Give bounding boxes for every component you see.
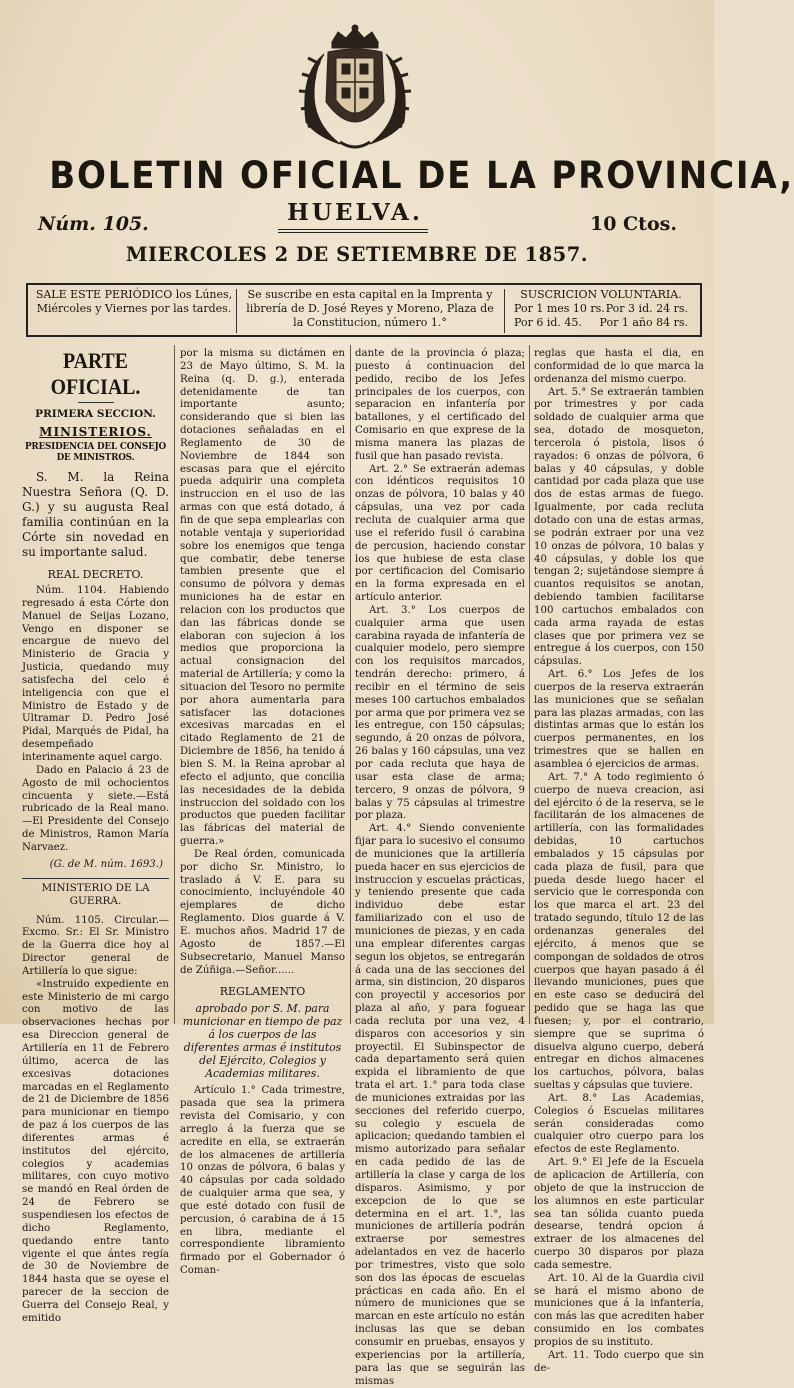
section-heading-parte-oficial: PARTE OFICIAL. [50,348,141,399]
heading-reglamento: REGLAMENTO [219,985,306,999]
paragraph: Art. 3.° Los cuerpos de cualquier arma que usen carabina rayada de infantería de cualquier modelo, pero siempre con los requisitos marcados, tendrán derecho: primero, á recibir en el término de seis meses 100 cartuchos embalados por arma que por primera vez se les entregue, con 150 cápsulas; segundo, á 20 onzas de pólvora, 26 balas y 160 cápsulas, una vez por cada recluta que haya de usar esta clase de arma; tercero, 9 onzas de pólvora, 9 balas y 75 cápsulas al trimestre por plaza. [355,604,525,822]
heading-ministerio-guerra: MINISTERIO DE LA GUERRA. [22,878,169,908]
column-4 [534,348,704,1376]
rate-row [506,316,696,330]
paragraph: Núm. 1104. Habiendo regresado á esta Córte don Manuel de Seijas Lozano, Vengo en disponer se encargue de nuevo del Ministerio de Gracia y Justicia, quedando muy satisfecha del celo é inteligencia con que el Ministro de Estado y de Ultramar D. Pedro José Pidal, Marqués de Pidal, ha desempeñado interinamente aquel cargo. [22,585,169,763]
section-heading-presidencia: PRESIDENCIA DEL CONSEJO DE MINISTROS. [24,442,167,463]
royal-health-notice: S. M. la Reina Nuestra Señora (Q. D. G.) y su augusta Real familia continúan en la Córte sin novedad en su importante salud. [22,470,169,559]
paragraph: Art. 4.° Siendo conveniente fijar para lo sucesivo el consumo de municiones que la artillería pueda hacer en sus ejercicios de instruccion y escuelas prácticas, y teniendo presente que cada individuo debe estar familiarizado con el uso de municiones de piezas, y en cada una emplear diferentes cargas segun los objetos, se entregarán á cada una de las secciones del arma, sin distincion, 20 disparos con proyectil y accesorios por plaza al año, y para foguear cada recluta por una vez, 4 disparos con accesorios y sin proyectil. El Subinspector de cada departamento será quien expida el libramiento de que trata el art. 1.° para toda clase de municiones extraidas por las secciones del referido cuerpo, su colegio y escuela de aplicacion; quedando tambien el mismo autorizado para señalar en cada pedido de las de artillería la clase y carga de los disparos. Asimismo, y por excepcion de lo que se determina en el art. 1.°, las municiones de artillería podrán extraerse por semestres adelantados en vez de hacerlo por trimestres, visto que solo son dos las épocas de escuelas prácticas en cada año. En el número de municiones que se marcan en este artículo no están inclusas las que se deban consumir en pruebas, ensayos y experiencias por la artillería, para las que se seguirán las mismas [355,823,525,1387]
voluntary-subscription [506,288,696,330]
paragraph: reglas que hasta el dia, en conformidad de lo que marca la ordenanza del mismo cuerpo. [534,348,704,385]
column-rule [350,345,351,1024]
rate-item: Por 3 id. 24 rs. [605,302,688,315]
paragraph: Art. 2.° Se extraerán ademas con idénticos requisitos 10 onzas de pólvora, 10 balas y 40 cápsulas, una vez por cada recluta de cualquier arma que use el referido fusil ó carabina de percusion, haciendo constar los que hubiese de esta clase por certificacion del Comisario en la forma expresada en el artículo anterior. [355,463,525,604]
paragraph: Dado en Palacio á 23 de Agosto de mil ochocientos cincuenta y siete.—Está rubricado de la Real mano.—El Presidente del Consejo de Ministros, Ramon María Narvaez. [22,764,169,853]
paragraph: Art. 11. Todo cuerpo que sin de- [534,1349,704,1374]
paragraph: «Instruido expediente en este Ministerio de mi cargo con motivo de las observaciones hechas por esa Direccion general de Artillería en 11 de Febrero último, acerca de las excesivas dotaciones marcadas en el Reglamento de 21 de Diciembre de 1856 para municionar en tiempo de paz á los cuerpos de las diferentes armas é institutos del ejército, colegios y academias militares, con cuyo motivo se mandó en Real órden de 24 de Febrero se suspendiesen los efectos de dicho Reglamento, quedando entre tanto vigente el que ántes regía de 30 de Noviembre de 1844 hasta que se oyese el parecer de la seccion de Guerra del Consejo Real, y emitido [22,978,169,1324]
paragraph: Art. 8.° Las Academias, Colegios ó Escuelas militares serán consideradas como cualquier otro cuerpo para los efectos de este Reglamento. [534,1092,704,1156]
issue-price: 10 Ctos. [590,213,677,235]
paragraph: Art. 5.° Se extraerán tambien por trimestres y por cada soldado de cualquier arma que sea, dotado de mosqueton, tercerola ó pistola, lisos ó rayados: 6 onzas de pólvora, 6 balas y 40 cápsulas, y doble cantidad por cada plaza que use dos de estas armas de fuego. Igualmente, por cada recluta dotado con una de estas armas, se podrán extraer por una vez 10 onzas de pólvora, 10 balas y 40 cápsulas, y doble los que tengan 2; sujetándose siempre á cuantos requisitos se anotan, debiendo tambien facilitarse 100 cartuchos embalados con cada arma rayada de estas clases que por primera vez se entregue á los cuerpos, con 150 cápsulas. [534,386,704,668]
paragraph: Artículo 1.° Cada trimestre, pasada que sea la primera revista del Comisario, y con arreglo á la fuerza que se acredite en ella, se extraerán de los almacenes de artillería 10 onzas de pólvora, 6 balas y 40 cápsulas por cada soldado de cualquier arma que sea, y que esté dotado con fusil de percusion, ó carabina de á 15 en libra, mediante el correspondiente libramiento firmado por el Gobernador ó Coman- [180,1085,345,1277]
column-rule [174,345,175,1024]
coat-of-arms-emblem [280,24,430,156]
paragraph: Art. 9.° El Jefe de la Escuela de aplicacion de Artillería, con objeto de que la instruccion de los alumnos en este particular sea tan sólida cuanto pueda desearse, tendrá opcion á extraer de los almacenes del cuerpo 30 disparos por plaza cada semestre. [534,1157,704,1271]
periodicity-text: SALE ESTE PERIÓDICO los Lúnes, Miércoles y Viernes por las tardes. [35,288,233,315]
gazette-reference: (G. de M. núm. 1693.) [49,858,163,870]
paragraph: por la misma su dictámen en 23 de Mayo último, S. M. la Reina (q. D. g.), enterada detenidamente de tan importante asunto; considerando que si bien las dotaciones señaladas en el Reglamento de 30 de Noviembre de 1844 son escasas para que el ejército pueda adquirir una completa instruccion en el uso de las armas con que está dotado, á fin de que sepa emplearlas con notable ventaja y superioridad sobre los enemigos que tenga que combatir, debe tenerse tambien presente que el consumo de pólvora y demas municiones ha de estar en relacion con los productos que dan las fábricas donde se elaboran con sujecion á los medios que proporciona la actual consignacion del material de Artillería; y como la situacion del Tesoro no permite por ahora aumentarla para satisfacer las dotaciones excesivas marcadas en el citado Reglamento de 21 de Diciembre de 1856, ha tenido á bien S. M. la Reina aprobar al efecto el adjunto, que concilia las necesidades de la debida instruccion del soldado con los productos que pueden facilitar las fábricas del material de guerra.» [180,348,345,848]
column-rule [529,345,530,1024]
paragraph: De Real órden, comunicada por dicho Sr. Ministro, lo traslado á V. E. para su conocimiento, incluyéndole 40 ejemplares de dicho Reglamento. Dios guarde á V. E. muchos años. Madrid 17 de Agosto de 1857.—El Subsecretario, Manuel Manso de Zúñiga.—Señor...... [180,848,345,976]
city-underline [278,229,428,233]
paragraph: Núm. 1105. Circular.—Excmo. Sr.: El Sr. Ministro de la Guerra dice hoy al Director general de Artillería lo que sigue: [22,914,169,977]
city-name: HUELVA. [287,199,423,226]
rate-item: Por 1 mes 10 rs. [514,302,605,315]
column-3 [355,348,525,1388]
heading-rule [78,402,114,403]
paragraph: Art. 10. Al de la Guardia civil se hará el mismo abono de municiones que á la infantería, con más las que acrediten haber consumido en los combates propios de su instituto. [534,1272,704,1348]
paragraph: Art. 7.° A todo regimiento ó cuerpo de nueva creacion, asi del ejército ó de la reserva, se le facilitarán de los almacenes de artillería, con las formalidades debidas, 10 cartuchos embalados y 15 cápsulas por cada plaza de fusil, para que pueda desde luego hacer el servicio que le corresponda con los que marca el art. 23 del tratado segundo, título 12 de las ordenanzas generales del ejército, á menos que se compongan de soldados de otros cuerpos que hayan pasado á él llevando municiones, pues que en este caso se deducirá del pedido que se haga las que fuesen; y, por el contrario, siempre que se suprima ó disuelva alguno cuerpo, deberá entregar en dichos almacenes los cartuchos, pólvora, balas sueltas y cápsulas que tuviere. [534,771,704,1092]
column-2 [180,348,345,1278]
issue-date: MIERCOLES 2 DE SETIEMBRE DE 1857. [125,243,589,266]
voluntary-title: SUSCRICION VOLUNTARIA. [520,288,682,301]
rate-item: Por 1 año 84 rs. [599,316,688,329]
heading-real-decreto: REAL DECRETO. [47,568,144,581]
info-divider [504,289,505,333]
rate-row [506,302,696,316]
column-1 [22,348,169,1326]
reglamento-subtitle: aprobado por S. M. para municionar en tiempo de paz á los cuerpos de las diferentes armas é institutos del Ejército, Colegios y Academias militares. [182,1002,343,1081]
section-heading-primera: PRIMERA SECCION. [35,408,156,420]
newspaper-title: BOLETIN OFICIAL DE LA PROVINCIA, [49,154,794,197]
info-divider [236,289,237,333]
issue-number: Núm. 105. [38,213,149,235]
paragraph: Art. 6.° Los Jefes de los cuerpos de la reserva extraerán las municiones que se señalan para las plazas armadas, con las distintas armas que lo están los cuerpos permanentes, en los trimestres que se hallen en asamblea ó ejercicios de armas. [534,669,704,770]
rate-item: Por 6 id. 45. [514,316,582,329]
subscription-text: Se suscribe en esta capital en la Imprenta y librería de D. José Reyes y Moreno, Plaza de la Constitucion, número 1.° [246,288,494,329]
paragraph: dante de la provincia ó plaza; puesto á continuacion del pedido, recibo de los Jefes principales de los cuerpos, con separacion en infantería por batallones, y el certificado del Comisario en que exprese de la misma manera las plazas de fusil que han pasado revista. [355,348,525,462]
section-heading-ministerios: MINISTERIOS. [39,425,152,439]
subscription-info-box [26,283,702,337]
